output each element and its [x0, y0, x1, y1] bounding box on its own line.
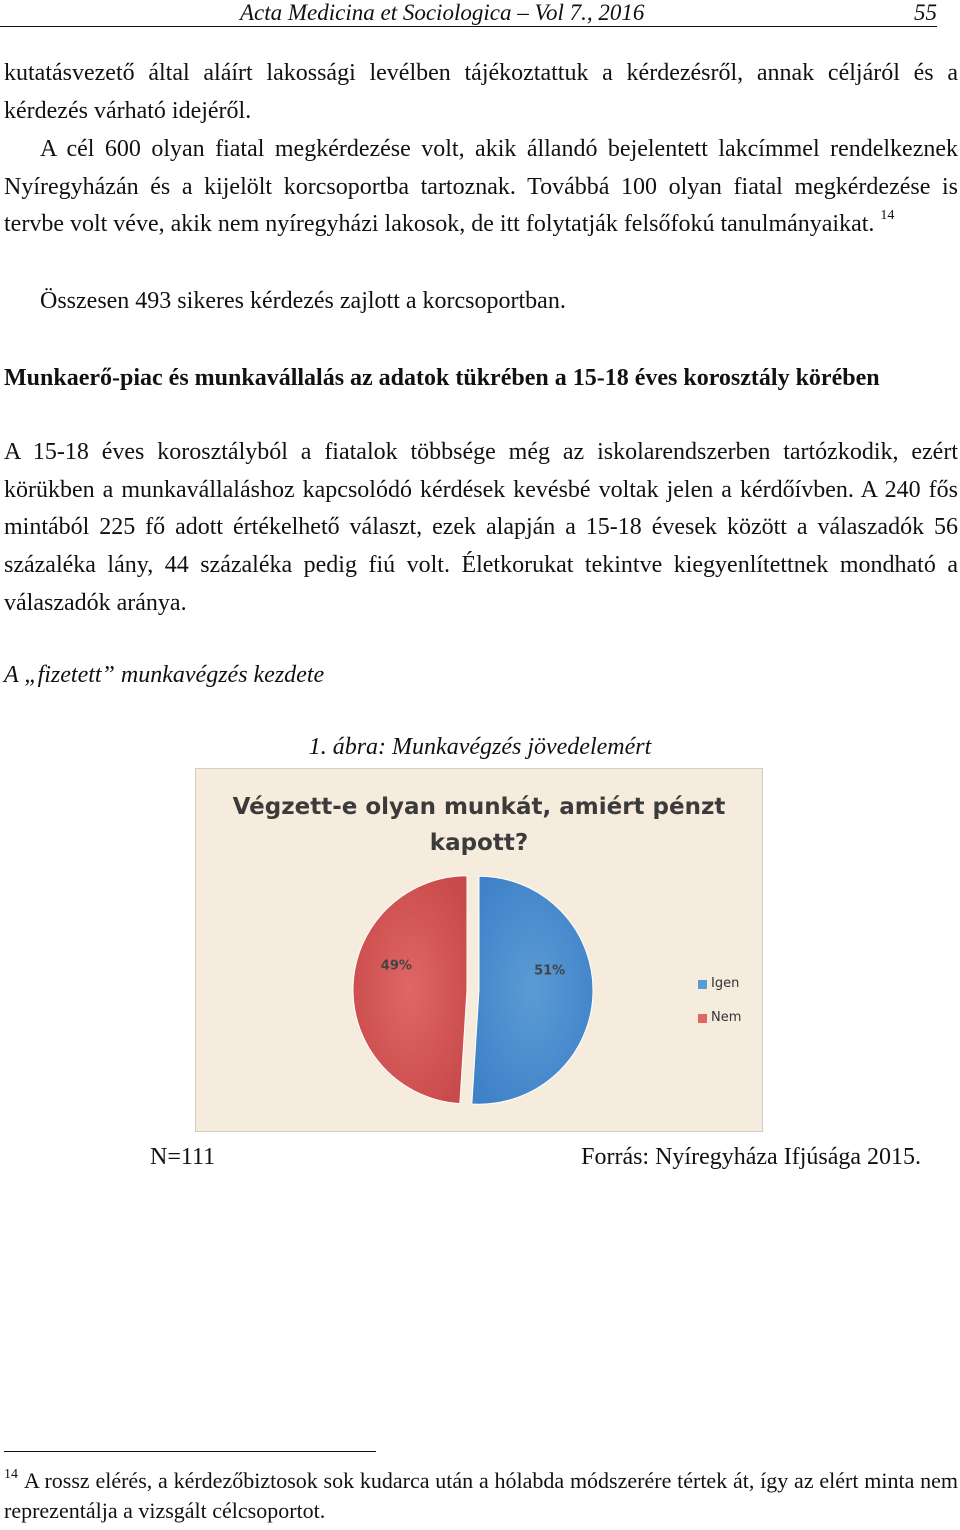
legend-item-igen	[698, 967, 741, 1001]
pie-slice-igen	[472, 876, 593, 1104]
pie-chart	[195, 768, 763, 1132]
running-header	[0, 0, 937, 27]
page-number: 55	[914, 0, 937, 25]
journal-title: Acta Medicina et Sociologica – Vol 7., 2016	[240, 0, 645, 25]
pie-label-nem: 49%	[380, 958, 412, 974]
subheading: A „fizetett” munkavégzés kezdete	[4, 662, 325, 688]
legend-label-igen: Igen	[711, 976, 740, 991]
pie-slice-nem	[353, 876, 467, 1104]
footnote-ref[interactable]: 14	[880, 208, 895, 224]
figure-caption: 1. ábra: Munkavégzés jövedelemért	[308, 734, 652, 760]
pie-label-igen: 51%	[534, 963, 566, 979]
legend-label-nem: Nem	[711, 1010, 742, 1025]
sample-size: N=111	[150, 1144, 216, 1170]
footnote	[4, 1466, 958, 1526]
footnote-rule	[4, 1451, 376, 1452]
legend-swatch-igen	[698, 980, 707, 989]
paragraph-1: kutatásvezető által aláírt lakossági levélben tájékoztattuk a kérdezésről, annak céljáról és a kérdezés várható idejéről.	[4, 60, 958, 124]
legend-item-nem	[698, 1001, 741, 1035]
footnote-text: A rossz elérés, a kérdezőbiztosok sok kudarca után a hólabda módszerére tértek át, így az elért minta nem reprezentálja a vizsgált célcsoportot.	[4, 1468, 958, 1523]
section-heading: Munkaerő-piac és munkavállalás az adatok tükrében a 15-18 éves korosztály körében	[4, 365, 880, 391]
paragraph-4: A 15-18 éves korosztályból a fiatalok többsége még az iskolarendszerben tartózkodik, ezért körükben a munkavállaláshoz kapcsolódó kérdések kevésbé voltak jelen a kérdőívben. A 240 fős mintából 225 fő adott értékelhető választ, ezek alapján a 15-18 évesek között a válaszadók 56 százaléka lány, 44 százaléka pedig fiú volt. Életkorukat tekintve kiegyenlítettnek mondható a válaszadók aránya.	[4, 439, 958, 616]
chart-title: Végzett-e olyan munkát, amiért pénzt kapott?	[232, 794, 726, 856]
legend-swatch-nem	[698, 1014, 707, 1023]
pie-chart-svg	[196, 769, 764, 1133]
chart-legend	[698, 967, 741, 1035]
footnote-number: 14	[4, 1467, 18, 1482]
paragraph-2	[4, 131, 958, 244]
paragraph-3: Összesen 493 sikeres kérdezés zajlott a korcsoportban.	[40, 288, 566, 314]
figure-source: Forrás: Nyíregyháza Ifjúsága 2015.	[581, 1144, 921, 1170]
paragraph-2-text: A cél 600 olyan fiatal megkérdezése volt, akik állandó bejelentett lakcímmel rendelkeznek Nyíregyházán és a kijelölt korcsoportba tartoznak. Továbbá 100 olyan fiatal megkérdezése is tervbe volt véve, akik nem nyíregyházi lakosok, de itt folytatják felsőfokú tanulmányaikat.	[4, 136, 958, 238]
